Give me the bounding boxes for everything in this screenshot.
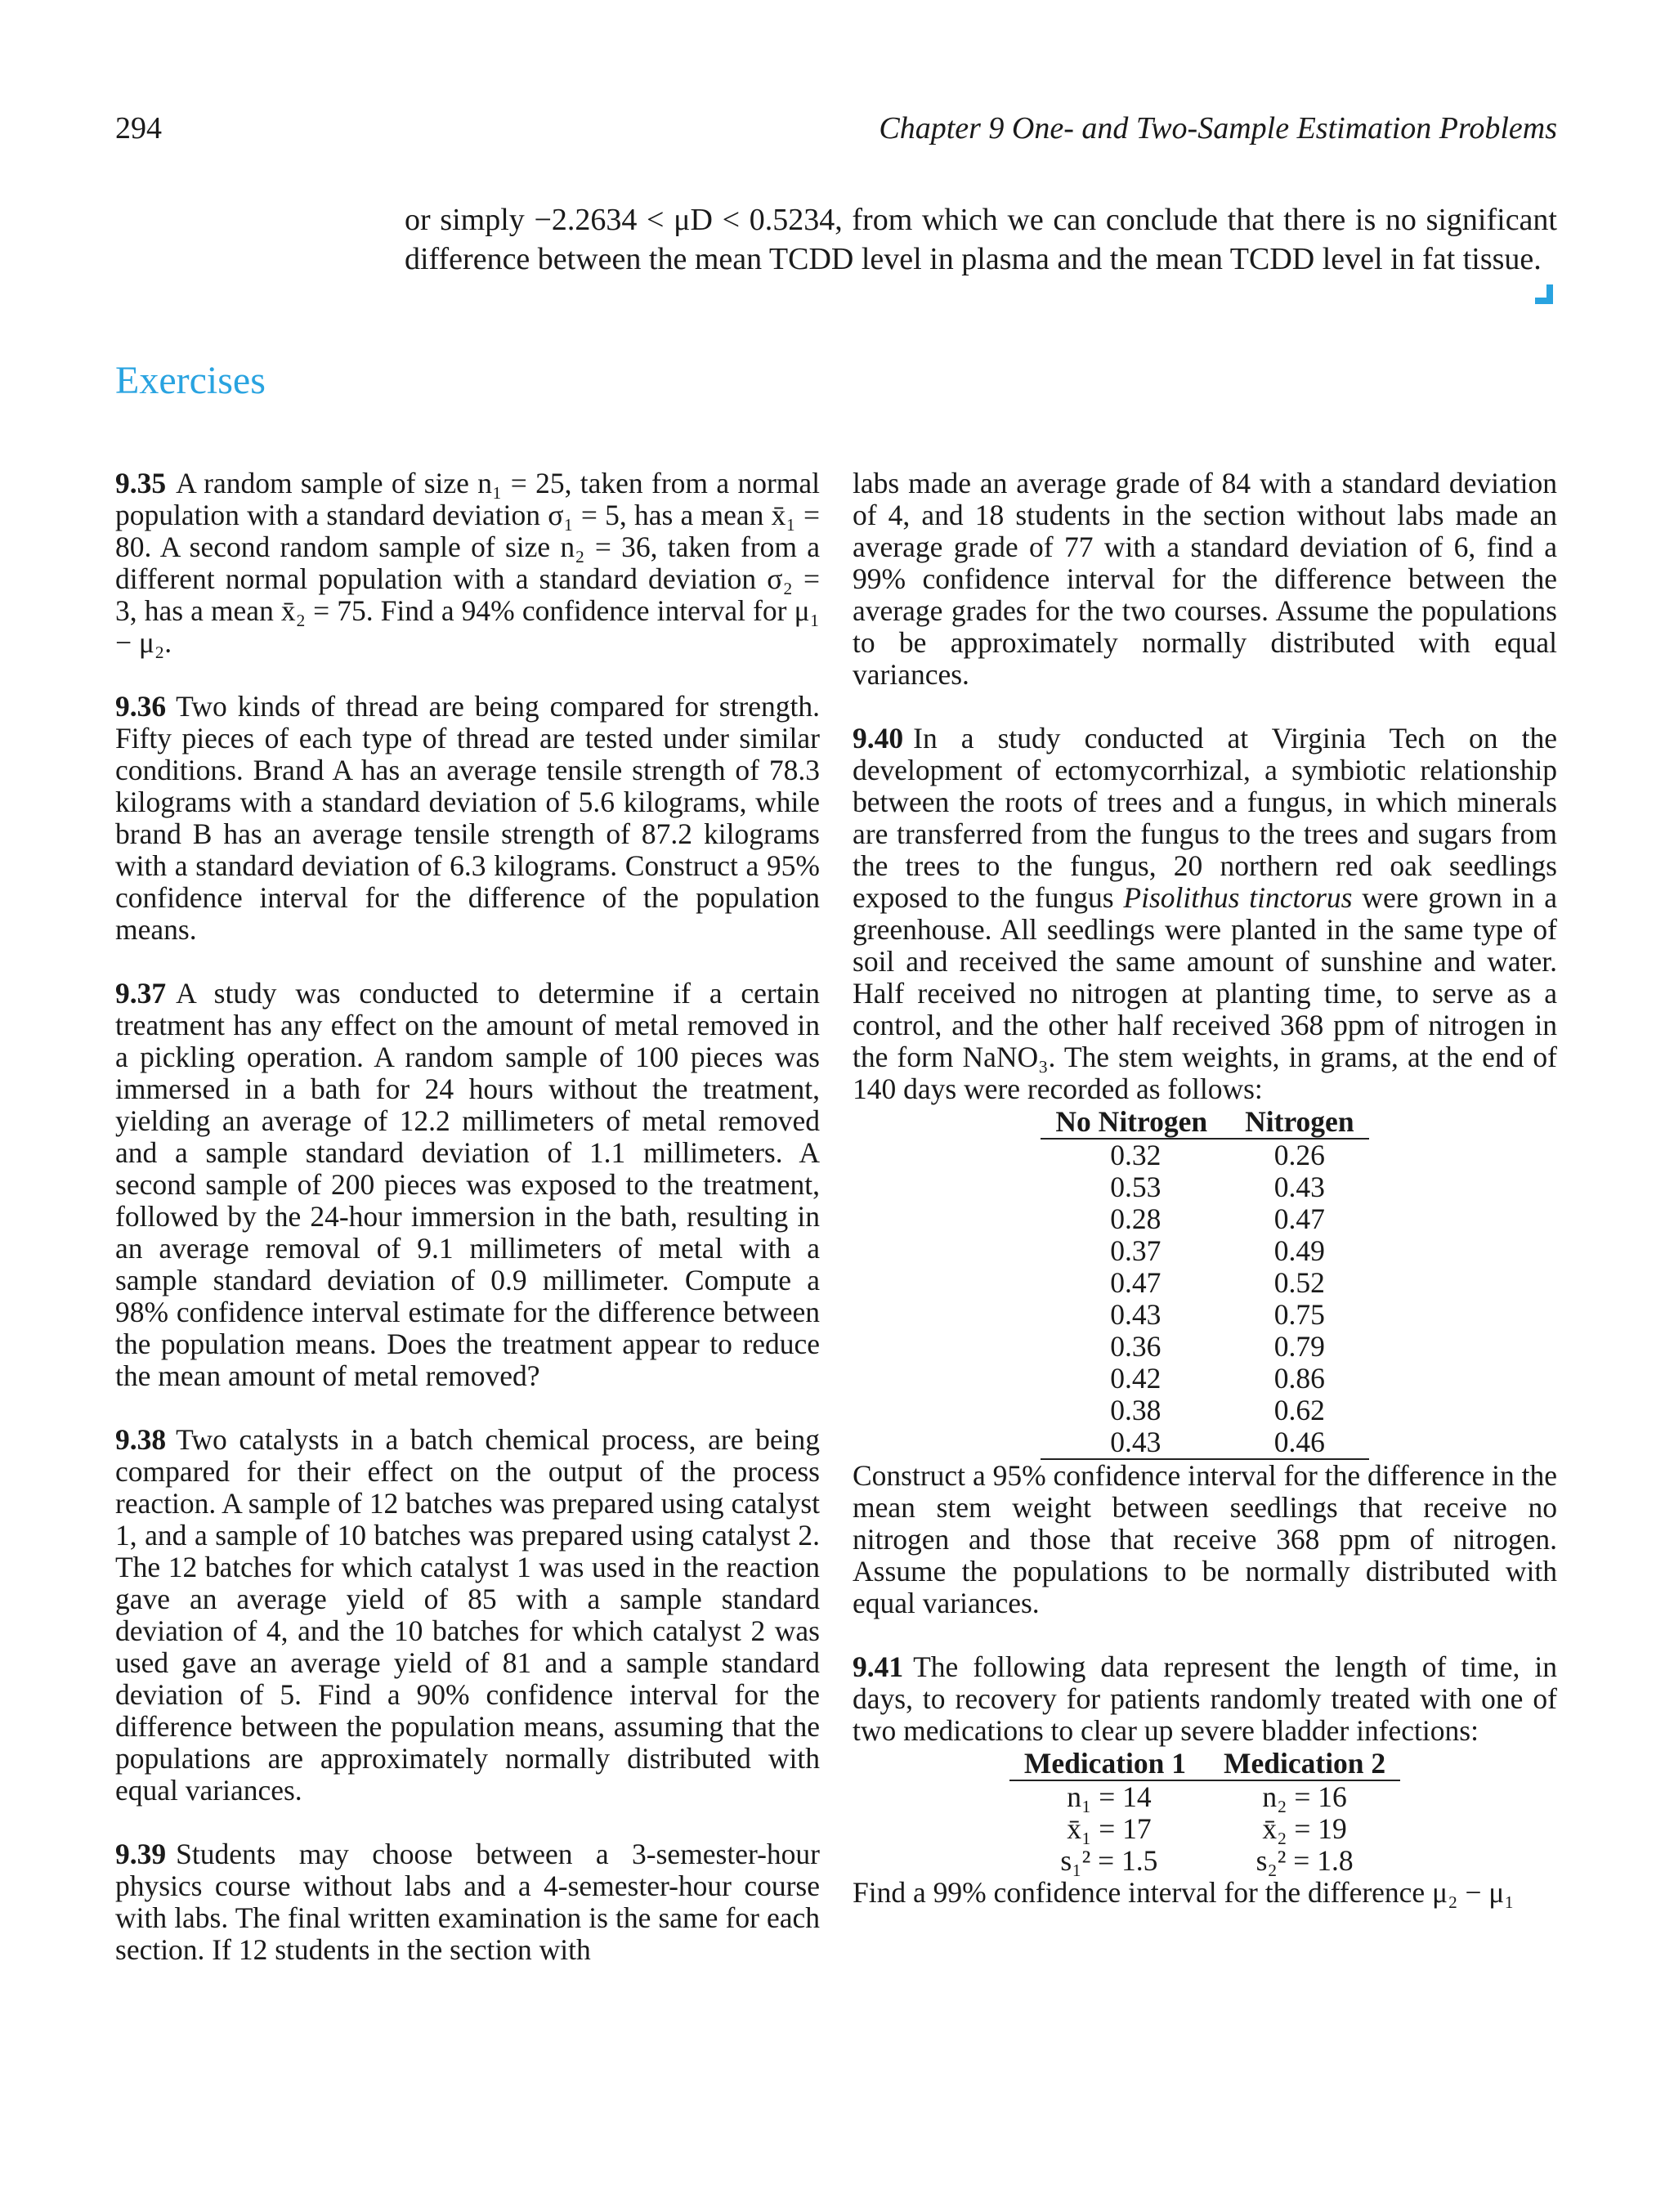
exercise-9-37 (115, 978, 820, 1392)
exercise-text: In a study conducted at Virginia Tech on the development of ectomycorrhizal, a symbiotic relationship between the roots of trees and a fungus, in which minerals are transferred from the fungus to the trees and sugars from the trees to the fungus, 20 northern red oak seedlings exposed to the fungus (853, 722, 1557, 914)
exercise-number: 9.41 (853, 1650, 904, 1683)
table-cell: 0.42 (1110, 1362, 1162, 1395)
table-cell: 0.28 (1110, 1202, 1162, 1235)
table-cell: 0.43 (1110, 1298, 1162, 1331)
exercise-text: A random sample of size n₁ = 25, taken from a normal population with a standard deviation σ₁ = 5, has a mean x̄₁ = 80. A second random sample of size n₂ = 36, taken from a different normal population with a standard deviation σ₂ = 3, has a mean x̄₂ = 75. Find a 94% confidence interval for μ₁ − μ₂. (115, 467, 820, 659)
table-cell: 0.46 (1230, 1426, 1368, 1459)
medication-table (1009, 1747, 1400, 1877)
table-cell: 0.37 (1110, 1234, 1162, 1267)
exercise-9-40 (853, 723, 1557, 1619)
table-header: Medication 2 (1209, 1747, 1400, 1780)
end-of-example-icon (1535, 284, 1553, 304)
exercise-number: 9.38 (115, 1423, 167, 1456)
table-row (1041, 1395, 1368, 1426)
exercise-9-35 (115, 468, 820, 659)
table-row (1041, 1331, 1368, 1363)
species-name: Pisolithus tinctorus (1123, 881, 1353, 914)
right-column (853, 468, 1557, 1941)
exercise-number: 9.37 (115, 977, 167, 1010)
exercise-9-39 (115, 1838, 820, 1966)
table-row (1041, 1299, 1368, 1331)
table-header: Medication 1 (1009, 1747, 1209, 1780)
table-cell: 0.47 (1110, 1266, 1162, 1299)
table-cell: 0.53 (1110, 1171, 1162, 1203)
table-cell: 0.79 (1273, 1330, 1325, 1363)
table-cell: n₂ = 16 (1262, 1780, 1347, 1813)
exercise-text: Students may choose between a 3-semester-hour physics course without labs and a 4-semester-hour course with labs. The final written examination is the same for each section. If 12 students in the section with (115, 1838, 820, 1966)
table-row (1009, 1845, 1400, 1877)
table-cell: 0.36 (1110, 1330, 1162, 1363)
table-row (1041, 1267, 1368, 1299)
table-cell: 0.52 (1273, 1266, 1325, 1299)
stem-weight-table (1041, 1105, 1368, 1460)
exercise-9-39-continued: labs made an average grade of 84 with a standard deviation of 4, and 18 students in the section without labs made an average grade of 77 with a standard deviation of 6, find a 99% confidence interval for the difference between the average grades for the two courses. Assume the populations to be approximately normally distributed with equal variances. (853, 467, 1557, 691)
table-row (1009, 1813, 1400, 1845)
table-cell: 0.32 (1110, 1139, 1162, 1171)
exercise-text: Construct a 95% confidence interval for the difference in the mean stem weight between seedlings that receive no nitrogen and those that receive 368 ppm of nitrogen. Assume the populations to be normally distributed with equal variances. (853, 1459, 1557, 1619)
table-cell: x̄₂ = 19 (1262, 1812, 1347, 1845)
running-head: Chapter 9 One- and Two-Sample Estimation Problems (879, 111, 1557, 146)
table-header: Nitrogen (1230, 1105, 1368, 1139)
table-row (1041, 1139, 1368, 1171)
table-row (1041, 1363, 1368, 1395)
table-cell: 0.26 (1273, 1139, 1325, 1171)
section-title: Exercises (115, 359, 266, 402)
table-cell: s₁² = 1.5 (1060, 1844, 1158, 1877)
table-cell: 0.47 (1273, 1202, 1325, 1235)
table-row (1009, 1780, 1400, 1813)
table-cell: 0.43 (1273, 1171, 1325, 1203)
table-cell: s₂² = 1.8 (1256, 1844, 1354, 1877)
table-cell: 0.62 (1273, 1394, 1325, 1426)
table-row (1041, 1203, 1368, 1235)
table-cell: x̄₁ = 17 (1067, 1812, 1152, 1845)
exercise-9-41 (853, 1651, 1557, 1909)
exercise-text: Two kinds of thread are being compared for strength. Fifty pieces of each type of thread are tested under similar conditions. Brand A has an average tensile strength of 78.3 kilograms with a standard deviation of 5.6 kilograms, while brand B has an average tensile strength of 87.2 kilograms with a standard deviation of 6.3 kilograms. Construct a 95% confidence interval for the difference of the population means. (115, 690, 820, 946)
exercise-9-36 (115, 691, 820, 946)
table-cell: 0.38 (1110, 1394, 1162, 1426)
exercise-number: 9.40 (853, 722, 904, 754)
exercise-9-38 (115, 1424, 820, 1807)
table-cell: n₁ = 14 (1067, 1780, 1152, 1813)
page-number: 294 (115, 111, 162, 146)
table-cell: 0.75 (1273, 1298, 1325, 1331)
table-row (1041, 1171, 1368, 1203)
table-cell: 0.43 (1041, 1426, 1230, 1459)
table-header: No Nitrogen (1041, 1105, 1230, 1139)
left-column (115, 468, 820, 1998)
table-cell: 0.49 (1273, 1234, 1325, 1267)
table-row (1041, 1235, 1368, 1267)
intro-paragraph: or simply −2.2634 < μD < 0.5234, from which we can conclude that there is no significant difference between the mean TCDD level in plasma and the mean TCDD level in fat tissue. (405, 203, 1557, 276)
exercise-number: 9.35 (115, 467, 167, 499)
table-row (1041, 1426, 1368, 1459)
exercise-text: were grown in a greenhouse. All seedlings were planted in the same type of soil and received the same amount of sunshine and water. Half received no nitrogen at planting time, to serve as a control, and the other half received 368 ppm of nitrogen in the form NaNO₃. The stem weights, in grams, at the end of 140 days were recorded as follows: (853, 881, 1557, 1105)
exercise-number: 9.36 (115, 690, 167, 723)
exercise-text: Two catalysts in a batch chemical process, are being compared for their effect on the output of the process reaction. A sample of 12 batches was prepared using catalyst 1, and a sample of 10 batches was prepared using catalyst 2. The 12 batches for which catalyst 1 was used in the reaction gave an average yield of 85 with a sample standard deviation of 4, and the 10 batches for which catalyst 2 was used gave an average yield of 81 and a sample standard deviation of 5. Find a 90% confidence interval for the difference between the population means, assuming that the populations are approximately normally distributed with equal variances. (115, 1423, 820, 1807)
exercise-text: A study was conducted to determine if a certain treatment has any effect on the amount of metal removed in a pickling operation. A random sample of 100 pieces was immersed in a bath for 24 hours without the treatment, yielding an average of 12.2 millimeters of metal removed and a sample standard deviation of 1.1 millimeters. A second sample of 200 pieces was exposed to the treatment, followed by the 24-hour immersion in the bath, resulting in an average removal of 9.1 millimeters of metal with a sample standard deviation of 0.9 millimeter. Compute a 98% confidence interval estimate for the difference between the population means. Does the treatment appear to reduce the mean amount of metal removed? (115, 977, 820, 1392)
exercise-number: 9.39 (115, 1838, 167, 1870)
exercise-text: Find a 99% confidence interval for the difference μ₂ − μ₁ (853, 1876, 1515, 1909)
exercise-text: The following data represent the length of time, in days, to recovery for patients randomly treated with one of two medications to clear up severe bladder infections: (853, 1650, 1557, 1747)
table-cell: 0.86 (1273, 1362, 1325, 1395)
